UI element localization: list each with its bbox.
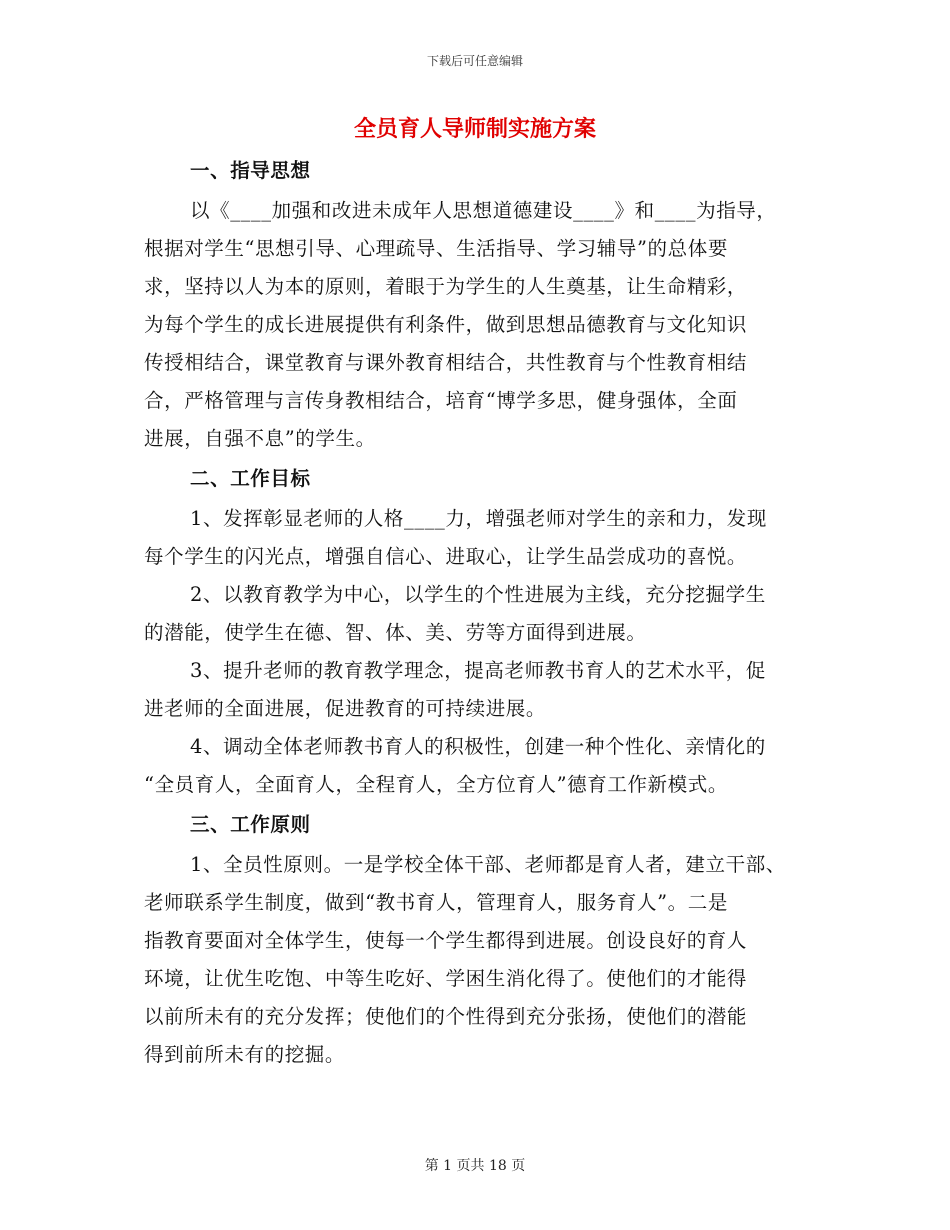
section-heading-guiding-ideology: 一、指导思想 (190, 159, 311, 182)
section-heading-work-goals: 二、工作目标 (190, 467, 311, 490)
paragraph-line: 3、提升老师的教育教学理念，提高老师教书育人的艺术水平，促 (190, 659, 766, 682)
paragraph-line: 以前所未有的充分发挥；使他们的个性得到充分张扬，使他们的潜能 (144, 1005, 748, 1028)
paragraph-line: 得到前所未有的挖掘。 (144, 1043, 346, 1066)
paragraph-line: 求，坚持以人为本的原则，着眼于为学生的人生奠基，让生命精彩， (144, 275, 748, 298)
paragraph-line: 指教育要面对全体学生，使每一个学生都得到进展。创设良好的育人 (144, 929, 748, 952)
paragraph-line: 为每个学生的成长进展提供有利条件，做到思想品德教育与文化知识 (144, 313, 748, 336)
paragraph-line: 每个学生的闪光点，增强自信心、进取心，让学生品尝成功的喜悦。 (144, 545, 748, 568)
paragraph-line: 1、全员性原则。一是学校全体干部、老师都是育人者，建立干部、 (190, 853, 786, 876)
paragraph-line: 进展，自强不息”的学生。 (144, 427, 376, 450)
paragraph-line: 进老师的全面进展，促进教育的可持续进展。 (144, 697, 547, 720)
paragraph-line: 1、发挥彰显老师的人格____力，增强老师对学生的亲和力，发现 (190, 507, 768, 530)
header-note: 下载后可任意编辑 (426, 54, 523, 68)
paragraph-line: 老师联系学生制度，做到“教书育人，管理育人，服务育人”。二是 (144, 891, 728, 914)
paragraph-line: 根据对学生“思想引导、心理疏导、生活指导、学习辅导”的总体要 (144, 237, 728, 260)
paragraph-line: 环境，让优生吃饱、中等生吃好、学困生消化得了。使他们的才能得 (144, 967, 748, 990)
paragraph-line: 4、调动全体老师教书育人的积极性，创建一种个性化、亲情化的 (190, 735, 766, 758)
section-heading-work-principles: 三、工作原则 (190, 813, 311, 836)
paragraph-line: 的潜能，使学生在德、智、体、美、劳等方面得到进展。 (144, 621, 647, 644)
paragraph-line: 传授相结合，课堂教育与课外教育相结合，共性教育与个性教育相结 (144, 351, 748, 374)
paragraph-line: 合，严格管理与言传身教相结合，培育“博学多思，健身强体，全面 (144, 389, 738, 412)
document-body (144, 150, 824, 1074)
paragraph-line: “全员育人，全面育人，全程育人，全方位育人”德育工作新模式。 (144, 773, 728, 796)
document-title: 全员育人导师制实施方案 (353, 117, 596, 142)
paragraph-line: 以《____加强和改进未成年人思想道德建设____》和____为指导， (190, 199, 777, 222)
page-number-footer: 第 1 页共 18 页 (424, 1158, 526, 1174)
paragraph-line: 2、以教育教学为中心，以学生的个性进展为主线，充分挖掘学生 (190, 583, 766, 606)
